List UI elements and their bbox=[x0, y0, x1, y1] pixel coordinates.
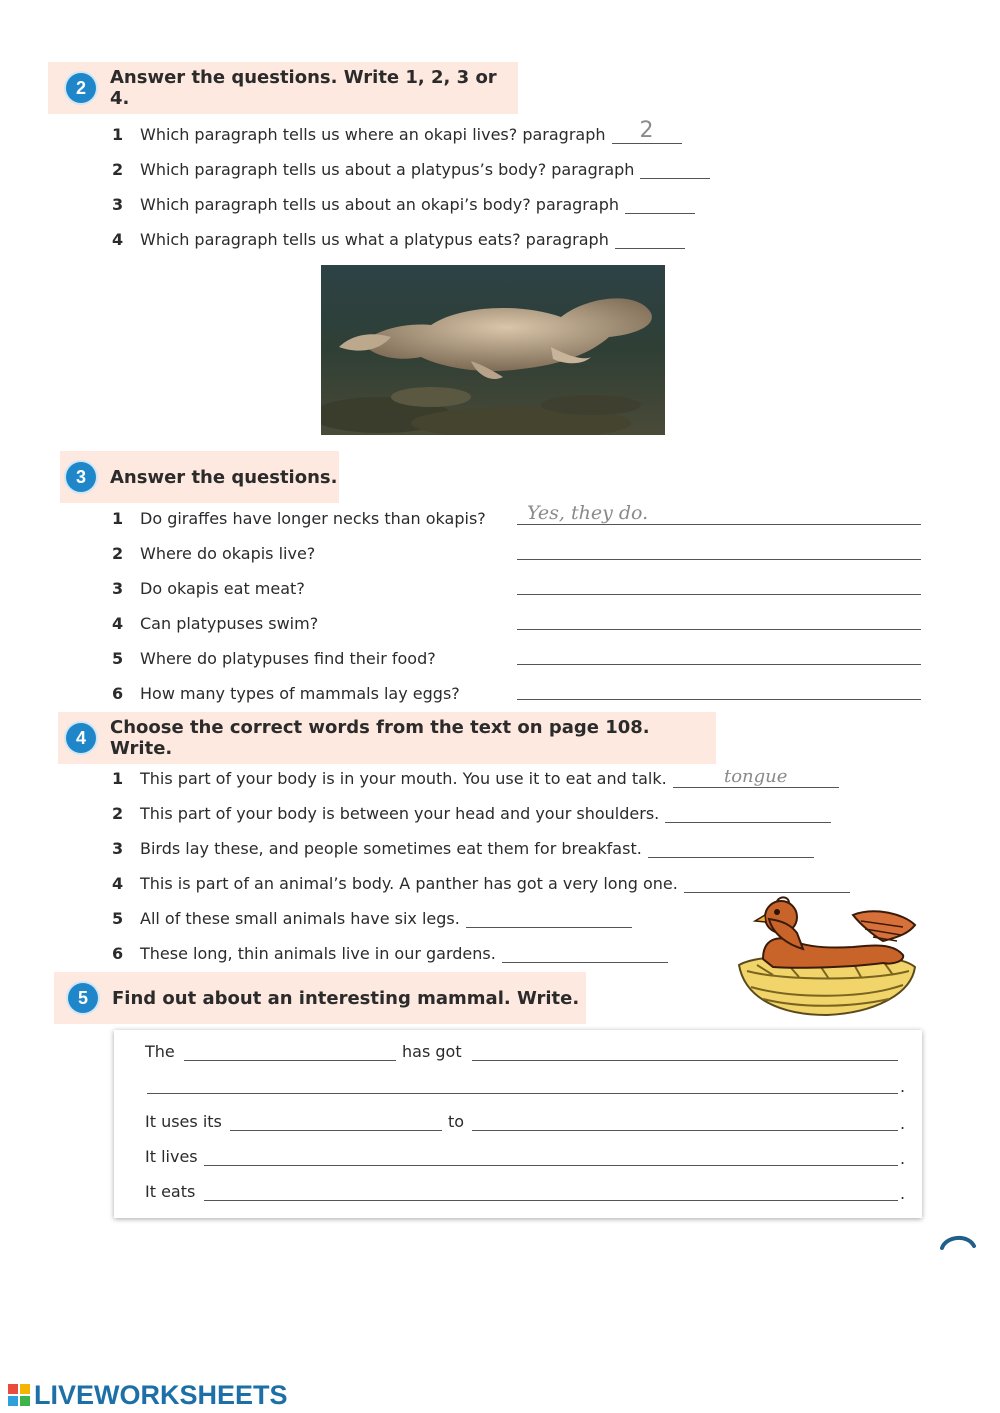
s4-question-3: 3 Birds lay these, and people sometimes eat them for breakfast. bbox=[112, 834, 814, 858]
section-2-header bbox=[48, 62, 518, 114]
liveworksheets-logo bbox=[8, 1380, 288, 1410]
s4-answer-4[interactable] bbox=[684, 872, 850, 893]
s4-answer-1[interactable]: tongue bbox=[673, 767, 839, 788]
section-3-title: Answer the questions. bbox=[110, 466, 338, 488]
corner-arc-icon bbox=[938, 1232, 978, 1252]
s3-answer-5[interactable] bbox=[517, 664, 921, 665]
has-got-continuation-field[interactable] bbox=[147, 1093, 898, 1094]
section-2-number: 2 bbox=[66, 73, 96, 103]
period: . bbox=[900, 1184, 906, 1203]
diet-field[interactable] bbox=[204, 1200, 898, 1201]
s2-question-4: 4 Which paragraph tells us what a platypus eats? paragraph bbox=[112, 225, 685, 249]
s2-answer-2[interactable] bbox=[640, 158, 710, 179]
s4-answer-5[interactable] bbox=[466, 907, 632, 928]
s2-question-1: 1 Which paragraph tells us where an okapi lives? paragraph 2 bbox=[112, 120, 682, 144]
s4-question-4: 4 This is part of an animal’s body. A panther has got a very long one. bbox=[112, 869, 850, 893]
s3-answer-2[interactable] bbox=[517, 559, 921, 560]
section-5-title: Find out about an interesting mammal. Write. bbox=[112, 987, 580, 1009]
it-eats-label: It eats bbox=[145, 1182, 196, 1201]
section-4-header bbox=[58, 712, 716, 764]
s3-answer-6[interactable] bbox=[517, 699, 921, 700]
s2-answer-3[interactable] bbox=[625, 193, 695, 214]
period: . bbox=[900, 1149, 906, 1168]
to-label: to bbox=[448, 1112, 465, 1131]
s4-question-6: 6 These long, thin animals live in our gardens. bbox=[112, 939, 668, 963]
s4-answer-3[interactable] bbox=[648, 837, 814, 858]
logo-text: LIVEWORKSHEETS bbox=[34, 1379, 288, 1410]
section-5-header bbox=[54, 972, 586, 1024]
purpose-field[interactable] bbox=[472, 1130, 898, 1131]
s3-question-2: 2 Where do okapis live? bbox=[112, 544, 316, 563]
the-label: The bbox=[145, 1042, 175, 1061]
period: . bbox=[900, 1077, 906, 1096]
s2-question-2: 2 Which paragraph tells us about a platypus’s body? paragraph bbox=[112, 155, 710, 179]
has-got-label: has got bbox=[402, 1042, 462, 1061]
period: . bbox=[900, 1114, 906, 1133]
has-got-field[interactable] bbox=[472, 1060, 898, 1061]
habitat-field[interactable] bbox=[204, 1165, 898, 1166]
s4-question-5: 5 All of these small animals have six legs. bbox=[112, 904, 632, 928]
body-part-field[interactable] bbox=[230, 1130, 442, 1131]
s4-question-1: 1 This part of your body is in your mouth. You use it to eat and talk. tongue bbox=[112, 764, 839, 788]
s3-question-3: 3 Do okapis eat meat? bbox=[112, 579, 305, 598]
s3-answer-1[interactable]: Yes, they do. bbox=[517, 502, 921, 525]
s2-answer-4[interactable] bbox=[615, 228, 685, 249]
section-5-number: 5 bbox=[68, 983, 98, 1013]
s3-question-4: 4 Can platypuses swim? bbox=[112, 614, 319, 633]
s4-answer-2[interactable] bbox=[665, 802, 831, 823]
s3-question-5: 5 Where do platypuses find their food? bbox=[112, 649, 436, 668]
s2-answer-1[interactable]: 2 bbox=[612, 123, 682, 144]
s4-question-2: 2 This part of your body is between your head and your shoulders. bbox=[112, 799, 831, 823]
platypus-photo bbox=[321, 265, 665, 435]
s4-answer-6[interactable] bbox=[502, 942, 668, 963]
s3-question-1: 1 Do giraffes have longer necks than okapis? bbox=[112, 509, 486, 528]
s3-question-6: 6 How many types of mammals lay eggs? bbox=[112, 684, 460, 703]
it-uses-its-label: It uses its bbox=[145, 1112, 222, 1131]
s3-answer-4[interactable] bbox=[517, 629, 921, 630]
bird-nest-illustration bbox=[733, 895, 919, 1020]
section-3-number: 3 bbox=[66, 462, 96, 492]
section-4-number: 4 bbox=[66, 723, 96, 753]
section-4-title: Choose the correct words from the text on page 108. Write. bbox=[110, 717, 650, 759]
it-lives-label: It lives bbox=[145, 1147, 198, 1166]
section-2-title: Answer the questions. Write 1, 2, 3 or 4. bbox=[110, 67, 497, 109]
writing-box bbox=[114, 1030, 922, 1218]
logo-mark-icon bbox=[8, 1384, 30, 1406]
s3-answer-3[interactable] bbox=[517, 594, 921, 595]
mammal-name-field[interactable] bbox=[184, 1060, 396, 1061]
s2-question-3: 3 Which paragraph tells us about an okapi’s body? paragraph bbox=[112, 190, 695, 214]
section-3-header bbox=[60, 451, 339, 503]
